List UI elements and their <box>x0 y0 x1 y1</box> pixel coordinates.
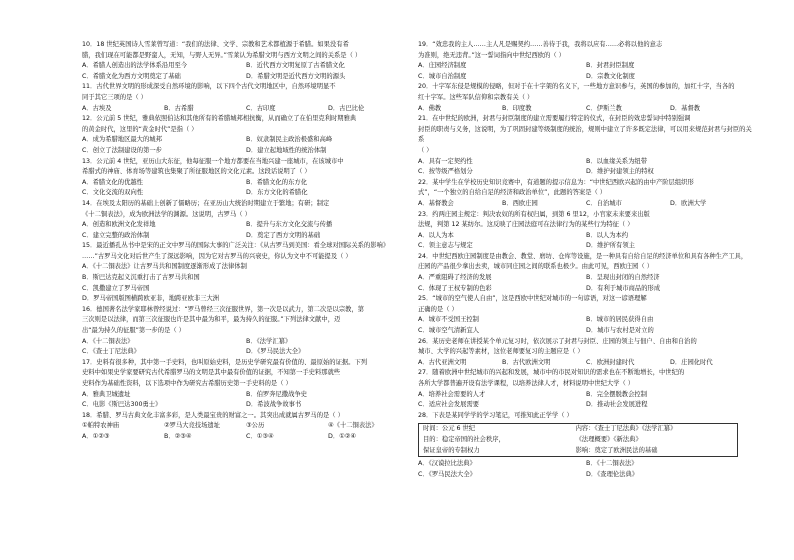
answer-options <box>418 315 754 326</box>
answer-options <box>418 61 754 72</box>
answer-options <box>82 178 410 189</box>
answer-option: D．①②④ <box>328 432 357 440</box>
question-text: 11．古代世界文明的形成深受自然环境的影响，以下四个古代文明地区中，自然环境明显不 <box>82 83 336 91</box>
question-text: 庄园的产品很少拿出去卖，城市同庄园之间的联系也极少。由此可见，西欧庄园（ ） <box>418 263 653 271</box>
answer-option: D．奠定了西方文明的基础 <box>246 231 321 239</box>
answer-options <box>82 135 410 146</box>
notes-cell: 时间：公元 6 世纪 <box>423 425 476 433</box>
question-text: 为准则，绝无违背。”这一誓词指向中世纪西欧的（ ） <box>418 51 565 59</box>
answer-option: C．希腊文化为西方文明奠定了基础 <box>82 72 181 80</box>
answer-option: A．严重阻碍了经济的发展 <box>418 274 492 282</box>
answer-option: ①帕特农神庙 <box>82 422 120 430</box>
notes-cell: 内容：《查士丁尼法典》《法学汇纂》 <box>575 425 677 433</box>
answer-option: C．城市自治制度 <box>418 72 467 80</box>
answer-options <box>82 188 410 199</box>
right-column <box>418 40 754 480</box>
answer-options <box>418 326 754 337</box>
question-text: 正确的是（ ） <box>418 305 458 313</box>
answer-option: B．封君封臣制度 <box>586 62 635 70</box>
answer-options <box>418 390 754 401</box>
answer-options <box>82 400 410 411</box>
question-text: 《十二铜表法》，成为欧洲法学的渊源。这说明，古罗马（ ） <box>82 210 251 218</box>
answer-option: ④《十二铜表法》 <box>328 422 378 430</box>
answer-option: A．①②③ <box>82 432 110 440</box>
answer-option: B．西欧庄园 <box>502 199 538 207</box>
answer-option: B．希腊文化的东方化 <box>246 178 307 186</box>
answer-option: D．古巴比伦 <box>328 104 365 112</box>
answer-option: B．《十二铜表法》 <box>586 460 638 468</box>
study-notes-table <box>418 423 738 457</box>
answer-option: A．古代亚洲文明 <box>418 358 467 366</box>
answer-option: B．完全摆脱教会控制 <box>586 390 647 398</box>
question-text: 14．在埃及太阳历的基础上创新了儒略历；在亚历山大统治时期建立于繁地；有研；制定 <box>82 199 330 207</box>
question-text: 同于其它三项的是（ ） <box>82 93 147 101</box>
question-text: 三次则是以法律，而第三次征服也许是其中最为和平，最为持久的征服。”下列法律文献中，迈 <box>82 316 341 324</box>
question-text: 12．公元前 5 世纪，雅典依照伯达和其他所有的希腊城邦相抗衡，从而确立了在伯里克利时期雅典 <box>82 115 357 123</box>
answer-option: A．希腊人创造出的法学体系沿用至今 <box>82 62 188 70</box>
answer-option: C．伊斯兰教 <box>586 104 622 112</box>
answer-option: C．按等级严格划分 <box>418 168 473 176</box>
question-text: 式”，“一个独立的自给自足的经济和政治单位”，此题的答案是（ ） <box>418 189 607 197</box>
answer-option: C．电影《斯巴达300勇士》 <box>82 401 162 409</box>
answer-option: A．庄园经济制度 <box>418 62 467 70</box>
question-text: 21．在中世纪的欧洲，封君与封臣制度的建立需要履行特定的仪式，在封臣的效忠誓词中特别强调 <box>418 115 691 123</box>
answer-option: C．古印度 <box>246 104 276 112</box>
answer-options <box>418 72 754 83</box>
answer-option: B．城市的居民获得自由 <box>586 316 654 324</box>
left-column <box>82 40 410 443</box>
answer-option: D．东方文化的希腊化 <box>246 189 308 197</box>
answer-option: A．以人为本 <box>418 231 454 239</box>
question-text: 13．公元前 4 世纪，亚历山大东征，他每征服一个地方都要在当地兴建一座城市，在该城市中 <box>82 157 344 165</box>
answer-option: C．创立了法制建设的第一步 <box>82 146 162 154</box>
answer-options <box>418 167 754 178</box>
notes-cell: 目的：稳定帝国的社会秩序， <box>423 435 505 443</box>
answer-option: C．领主意志与规定 <box>418 242 473 250</box>
answer-option: B．古代欧洲文明 <box>502 358 551 366</box>
answer-option: C．①③④ <box>246 432 274 440</box>
answer-option: D．《查理伦法典》 <box>586 470 639 478</box>
answer-option: B．《法学汇纂》 <box>246 337 292 345</box>
notes-cell: 《法理概要》《新法典》 <box>575 435 642 443</box>
answer-option: D．《罗马民法大全》 <box>246 348 305 356</box>
answer-options <box>82 220 410 231</box>
answer-option: D．庄园化时代 <box>670 358 713 366</box>
question-text: 17．史料有很多种，其中第一手史料，也叫原始史料，是历史学研究最有价值的、最原始的证据。下列 <box>82 358 368 366</box>
question-text: 23．约两庄园主规定：判决农奴的所有权归属，到第 6 里12，小官家未来要来出版 <box>418 210 650 218</box>
question-text: 25．“城市的空气使人自由”，这是西欧中世纪对城市的一句谚语，对这一谚语理解 <box>418 295 647 303</box>
answer-option: A．培养社会需要的人才 <box>418 390 486 398</box>
answer-option: B．近代西方文明复原了古希腊文化 <box>246 62 345 70</box>
answer-option: D．罗马帝国版图横跨欧亚非，地跨亚欧非三大洲 <box>82 295 220 303</box>
answer-option: B．以血缘关系为纽带 <box>586 157 647 165</box>
answer-options <box>82 294 410 305</box>
answer-options <box>418 284 754 295</box>
answer-options <box>82 273 410 284</box>
answer-options <box>82 231 410 242</box>
answer-option: B．古希腊 <box>164 104 194 112</box>
notes-row <box>419 435 737 446</box>
answer-options <box>82 432 410 443</box>
answer-options <box>82 262 410 273</box>
question-text: 28．下表是某同学学的学习笔记，可推知此正学学（ ） <box>418 411 573 419</box>
answer-option: B．印度教 <box>502 104 532 112</box>
notes-row <box>419 446 737 457</box>
question-text: 26．某历史老师在讲授某个单元复习时，依次展示了封君与封臣、庄园的领主与佃户、自由和自治的 <box>418 337 697 345</box>
answer-options <box>82 146 410 157</box>
question-text: 城市、大学的兴起等素材，这位老师要复习的主题应是（ ） <box>418 348 584 356</box>
answer-options <box>418 104 754 115</box>
answer-option: C．自治城市 <box>586 199 622 207</box>
answer-option: A．希腊文化的优越性 <box>82 178 143 186</box>
answer-option: C．建立完整的政治体制 <box>82 231 150 239</box>
answer-options <box>418 273 754 284</box>
question-text: 希腊式的神庙、体育场等建筑也集聚了所征服地区的文化元素。这段话说明了（ ） <box>82 168 311 176</box>
answer-options <box>418 199 754 210</box>
answer-option: D．宗教文化制度 <box>586 72 635 80</box>
question-text: 出“最为持久的征服”第一步的是（ ） <box>82 327 185 335</box>
answer-options <box>82 72 410 83</box>
answer-option: B．以人为本约 <box>586 231 629 239</box>
answer-options <box>82 284 410 295</box>
answer-option: C．城市空气清新宜人 <box>418 327 480 335</box>
answer-option: ②罗马大竞技场遗址 <box>164 422 221 430</box>
notes-cell: 影响：奠定了欧洲民法的基础 <box>575 446 658 454</box>
answer-options <box>418 400 754 411</box>
answer-option: A．创造和欧洲文化发祥地 <box>82 221 156 229</box>
answer-options <box>418 157 754 168</box>
answer-option: D．基督教 <box>670 104 701 112</box>
answer-option: C．适应社会发展需要 <box>418 401 480 409</box>
answer-option: C．欧洲封建时代 <box>586 358 635 366</box>
answer-option: D．欧洲大学 <box>670 199 707 207</box>
question-text: 22．某中学生在学校历史知识竞赛中，有道题的提示信息为：“中世纪西欧兴起的由中产阶层组织形 <box>418 178 694 186</box>
question-text: 16．德国著名法学家耶林曾经说过：“罗马曾经三次征服世界，第一次是以武力，第二次是以宗教，第 <box>82 305 365 313</box>
answer-options <box>82 337 410 348</box>
answer-option: A．佛教 <box>418 104 442 112</box>
answer-option: A．城市不受国王控制 <box>418 316 479 324</box>
question-text: ……”古罗马文化对后世产生了深远影响，因为它对古罗马的兴衰史，你认为文中不可能提及（ ） <box>82 252 352 260</box>
answer-option: A．古埃及 <box>82 104 112 112</box>
answer-option: B．奴隶制民主政治极盛和高峰 <box>246 136 333 144</box>
answer-option: A．《十二铜表法》 <box>82 337 134 345</box>
answer-option: B．呈现出封闭的自然经济 <box>586 274 660 282</box>
answer-option: B．伯罗奔尼撒战争史 <box>246 390 307 398</box>
notes-cell: 保证皇帝的专制权力 <box>423 446 480 454</box>
notes-row <box>419 424 737 435</box>
question-text: 各所大学都普遍开设有法学课程，以培养法律人才，材料说明中世纪大学（ ） <box>418 380 635 387</box>
answer-option: D．希腊文明是近代西方文明的源头 <box>246 72 346 80</box>
answer-option: D．维护封建领主的特权 <box>586 168 654 176</box>
answer-options <box>418 231 754 242</box>
answer-options <box>82 421 410 432</box>
question-text: 红十字军。这些军队信仰和宗教有关（ ） <box>418 93 534 101</box>
answer-option: A．成为希腊地区最大的城邦 <box>82 136 162 144</box>
answer-option: C．凯撒建立了罗马帝国 <box>82 284 150 292</box>
question-text: 封臣的职责与义务，这说明，为了巩固封建等级制度的统治，规则中建立了许多既定法律，可以用来规范封君与封臣的关系 <box>418 125 752 144</box>
answer-options <box>82 347 410 358</box>
answer-option: D．维护所有领主 <box>586 242 635 250</box>
question-text: 19．“效忠我的主人……主人凡是赐契约……善待于我，我将以应有……必将以他的意志 <box>418 41 663 48</box>
question-text: 27．随着欧洲中世纪城市的兴起和发展，城市中的市民对知识的需求也在不断地增长，中世纪的 <box>418 369 685 377</box>
question-text: 的黄金时代，这里的“黄金时代”是指（ ） <box>82 125 198 133</box>
answer-option: B．②③④ <box>164 432 192 440</box>
question-text: 18．希腊、罗马古典文化丰富多彩，是人类最宝贵的财富之一。其突出成就属古罗马的是（ ） <box>82 411 344 419</box>
answer-options <box>418 459 754 470</box>
question-text: 法规，判第 12 某纺尔。这反映了庄园法庭可在法律行为的某些行为特征（ ） <box>418 221 634 229</box>
question-text: 15．最近播孔丛书中是宋的正文中罗马的国际大事的广泛关注：《从古罗马到美国：看全球对国际关系的影响》 <box>82 242 390 250</box>
answer-option: A．《十二铜表法》让古罗马共和国制度逐渐形成了法律体制 <box>82 263 247 271</box>
answer-options <box>418 241 754 252</box>
answer-option: C．文化交流的双向性 <box>82 189 144 197</box>
answer-option: C．体现了王权专制的色彩 <box>418 284 492 292</box>
answer-option: B．提升与东方文化交流与传播 <box>246 221 333 229</box>
answer-option: A．具有一定契约性 <box>418 157 473 165</box>
question-text: 腊，我们现在可能都是野蛮人，无知，与野人无异。”雪莱认为希腊文明与西方文明之间的关系是（ ） <box>82 51 362 59</box>
answer-options <box>82 104 410 115</box>
question-text: 史料作为基础性资料，以下选项中作为研究古希腊历史第一手史料的是（ ） <box>82 380 292 387</box>
answer-option: D．推动社会发展进程 <box>586 401 648 409</box>
answer-option: A．基督教会 <box>418 199 454 207</box>
answer-option: C．《查士丁尼法典》 <box>82 348 140 356</box>
question-text: （ ） <box>418 146 433 154</box>
question-text: 史料中如果史学家要研究古代希腊罗马的文明是其中最有价值的证据，不知第一手史料那就些 <box>82 369 341 377</box>
question-text: 10．18 世纪英国诗人雪莱曾写道：“我们的法律、文学、宗教和艺术都植源于希腊。如果没有希 <box>82 41 349 48</box>
question-text: 20．十字军东侵是规模的侵略，但对于在十字架的名义下，一些地方意识参与，英国的参加的，加红十字，当各的 <box>418 83 735 91</box>
answer-options <box>82 390 410 401</box>
answer-options <box>418 358 754 369</box>
answer-option: D．希波战争故事书 <box>246 401 302 409</box>
answer-option: A．《汉谟拉比法典》 <box>418 460 476 468</box>
answer-option: ③公历 <box>246 422 265 430</box>
answer-option: D．城市与农村是对立的 <box>586 327 654 335</box>
answer-option: D．建立起地域性的统治体制 <box>246 146 327 154</box>
answer-options <box>418 470 754 481</box>
answer-options <box>82 61 410 72</box>
answer-option: D．有利于城市商品的形成 <box>586 284 661 292</box>
answer-option: A．雅典卫城遗址 <box>82 390 131 398</box>
answer-option: B．斯巴达克起义沉重打击了古罗马共和国 <box>82 274 200 282</box>
question-text: 24．中世纪西欧庄园制度是由教会、教堂、磨坊、仓库等设施，是一种具有自给自足的经济单位和具有各种生产工具， <box>418 252 748 260</box>
answer-option: C．《罗马民法大全》 <box>418 470 476 478</box>
